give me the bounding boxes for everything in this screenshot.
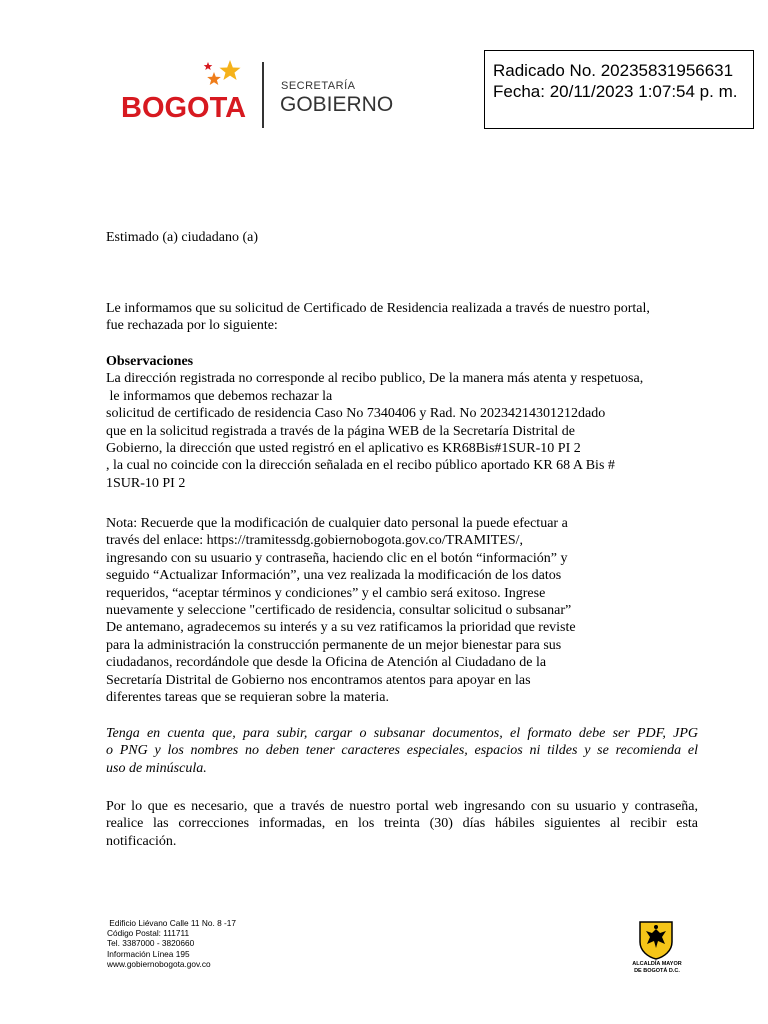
- nota-line: ciudadanos, recordándole que desde la Oficina de Atención al Ciudadano de la: [106, 655, 547, 671]
- observaciones-section: [106, 353, 643, 492]
- nota-paragraph: [106, 515, 576, 706]
- bogota-logo: BOGOTA: [121, 92, 247, 124]
- logo-divider: [262, 62, 264, 128]
- greeting: Estimado (a) ciudadano (a): [106, 230, 258, 245]
- observaciones-line: 1SUR-10 PI 2: [106, 475, 186, 491]
- nota-line: Nota: Recuerde que la modificación de cualquier dato personal la puede efectuar a: [106, 516, 568, 531]
- intro-paragraph: [106, 300, 650, 335]
- observaciones-line: que en la solicitud registrada a través de la página WEB de la Secretaría Distrital de: [106, 423, 575, 439]
- closing-line: Por lo que es necesario, que a través de nuestro portal web ingresando con su usuario y contraseña,: [106, 799, 698, 814]
- observaciones-line: La dirección registrada no corresponde al recibo publico, De la manera más atenta y respetuosa,: [106, 371, 644, 387]
- format-note-paragraph: [106, 725, 698, 777]
- nota-line: para la administración la construcción permanente de un mejor bienestar para sus: [106, 637, 562, 653]
- observaciones-title: Observaciones: [106, 354, 194, 369]
- closing-line: notificación.: [106, 833, 177, 849]
- radicado-box: [484, 50, 754, 129]
- intro-line: Le informamos que su solicitud de Certificado de Residencia realizada a través de nuestro portal,: [106, 301, 650, 316]
- closing-paragraph: [106, 798, 698, 850]
- format-note-line: o PNG y los nombres no deben tener caracteres especiales, espacios ni tildes y se recomienda el: [106, 743, 698, 759]
- footer-line: Código Postal: 111711: [107, 928, 190, 939]
- alcaldia-line: DE BOGOTÁ D.C.: [634, 968, 680, 974]
- observaciones-line: le informamos que debemos rechazar la: [106, 388, 333, 404]
- format-note-line: Tenga en cuenta que, para subir, cargar o subsanar documentos, el formato debe ser PDF, JPG: [106, 726, 698, 741]
- nota-line: diferentes tareas que se requieran sobre la materia.: [106, 690, 389, 706]
- footer-line: Edificio Liévano Calle 11 No. 8 -17: [107, 918, 236, 928]
- nota-line: ingresando con su usuario y contraseña, haciendo clic en el botón “información” y: [106, 550, 568, 566]
- observaciones-line: Gobierno, la dirección que usted registró en el aplicativo es KR68Bis#1SUR-10 PI 2: [106, 441, 581, 457]
- format-note-line: uso de minúscula.: [106, 760, 207, 776]
- nota-line: Secretaría Distrital de Gobierno nos encontramos atentos para apoyar en las: [106, 672, 531, 688]
- nota-line: nuevamente y seleccione "certificado de residencia, consultar solicitud o subsanar”: [106, 603, 572, 619]
- radicado-date: Fecha: 20/11/2023 1:07:54 p. m.: [493, 82, 738, 101]
- alcaldia-line: ALCALDÍA MAYOR: [632, 961, 682, 967]
- alcaldia-label: [628, 961, 686, 975]
- footer-line: Información Línea 195: [107, 948, 190, 959]
- intro-line: fue rechazada por lo siguiente:: [106, 318, 278, 334]
- shield-icon: [638, 920, 674, 965]
- footer-line: Tel. 3387000 - 3820660: [107, 938, 195, 949]
- closing-line: realice las correcciones informadas, en los treinta (30) días hábiles siguientes al recibir esta: [106, 816, 698, 832]
- footer-website: www.gobiernobogota.gov.co: [107, 958, 211, 969]
- logo-secretaria-text: SECRETARÍA: [281, 80, 356, 92]
- nota-line: De antemano, agradecemos su interés y a su vez ratificamos la prioridad que reviste: [106, 620, 576, 636]
- nota-line: seguido “Actualizar Información”, una vez realizada la modificación de los datos: [106, 568, 562, 584]
- observaciones-line: , la cual no coincide con la dirección señalada en el recibo público aportado KR 68 A Bis #: [106, 458, 615, 474]
- nota-line: requeridos, “aceptar términos y condiciones” y el cambio será exitoso. Ingrese: [106, 585, 546, 601]
- logo-gobierno-text: GOBIERNO: [280, 93, 394, 116]
- footer-address: [107, 918, 236, 969]
- nota-line: través del enlace: https://tramitessdg.gobiernobogota.gov.co/TRAMITES/,: [106, 533, 524, 549]
- radicado-number: Radicado No. 20235831956631: [493, 61, 734, 80]
- observaciones-line: solicitud de certificado de residencia Caso No 7340406 y Rad. No 20234214301212dado: [106, 406, 606, 422]
